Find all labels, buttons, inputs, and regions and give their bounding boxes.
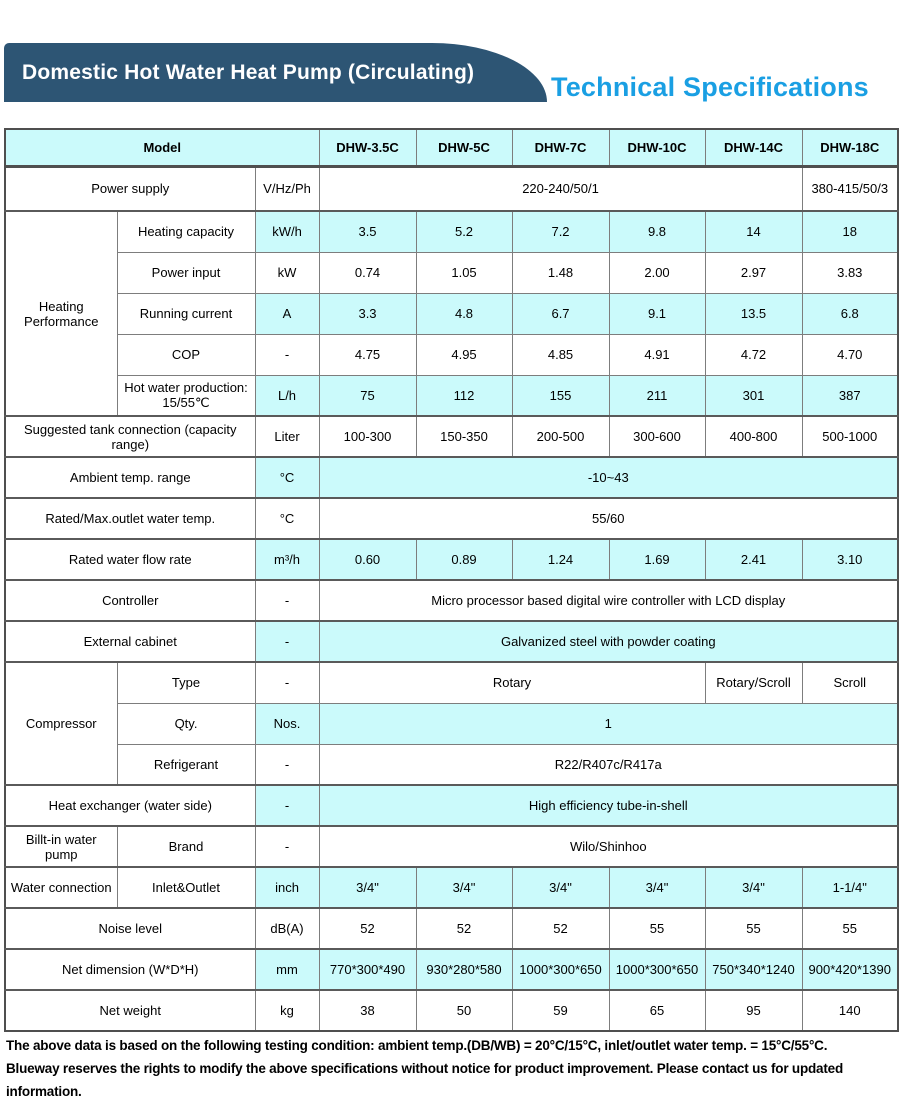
spec-value: 1.69 — [609, 539, 705, 580]
spec-sublabel: Inlet&Outlet — [117, 867, 255, 908]
spec-value: 52 — [319, 908, 416, 949]
spec-value: 1.05 — [416, 252, 512, 293]
spec-value: 4.72 — [705, 334, 802, 375]
spec-value: Wilo/Shinhoo — [319, 826, 898, 867]
spec-label: Controller — [5, 580, 255, 621]
spec-value: 75 — [319, 375, 416, 416]
unit-cell: °C — [255, 457, 319, 498]
spec-value: 3.3 — [319, 293, 416, 334]
spec-value: 2.00 — [609, 252, 705, 293]
row-water-pump — [5, 826, 898, 867]
spec-value: 1000*300*650 — [512, 949, 609, 990]
spec-label: Power supply — [5, 166, 255, 211]
spec-label: Refrigerant — [117, 744, 255, 785]
spec-value: 50 — [416, 990, 512, 1031]
spec-value: 380-415/50/3 — [802, 166, 898, 211]
spec-label: Water connection — [5, 867, 117, 908]
spec-value: 211 — [609, 375, 705, 416]
spec-value: 13.5 — [705, 293, 802, 334]
row-refrigerant — [5, 744, 898, 785]
unit-cell: V/Hz/Ph — [255, 166, 319, 211]
spec-value: 112 — [416, 375, 512, 416]
spec-value: 4.75 — [319, 334, 416, 375]
spec-value: 0.89 — [416, 539, 512, 580]
spec-label: Net dimension (W*D*H) — [5, 949, 255, 990]
spec-value: 55 — [609, 908, 705, 949]
unit-cell: kW/h — [255, 211, 319, 252]
spec-value: 3.5 — [319, 211, 416, 252]
spec-table — [4, 128, 899, 1032]
spec-value: 2.41 — [705, 539, 802, 580]
footer-notes — [6, 1034, 896, 1103]
page-heading: Technical Specifications — [551, 72, 869, 102]
spec-value: 14 — [705, 211, 802, 252]
unit-cell: - — [255, 662, 319, 703]
unit-cell: L/h — [255, 375, 319, 416]
unit-cell: - — [255, 580, 319, 621]
note-line-1: The above data is based on the following testing condition: ambient temp.(DB/WB) = 20°C/15°C, inlet/outlet water temp. = 15°C/55°C. — [6, 1038, 828, 1053]
unit-cell: - — [255, 744, 319, 785]
spec-label: Heating capacity — [117, 211, 255, 252]
spec-value: 3/4" — [609, 867, 705, 908]
row-net-dimension — [5, 949, 898, 990]
spec-label: Type — [117, 662, 255, 703]
spec-value: 220-240/50/1 — [319, 166, 802, 211]
spec-label: Power input — [117, 252, 255, 293]
spec-value: 3/4" — [319, 867, 416, 908]
spec-value: 1000*300*650 — [609, 949, 705, 990]
spec-label: Net weight — [5, 990, 255, 1031]
spec-value: 4.8 — [416, 293, 512, 334]
spec-value: 9.1 — [609, 293, 705, 334]
spec-value: R22/R407c/R417a — [319, 744, 898, 785]
spec-value: 18 — [802, 211, 898, 252]
group-label: Compressor — [5, 662, 117, 785]
spec-value: 4.95 — [416, 334, 512, 375]
row-heating-capacity — [5, 211, 898, 252]
spec-value: 900*420*1390 — [802, 949, 898, 990]
spec-value: 4.70 — [802, 334, 898, 375]
spec-value: 930*280*580 — [416, 949, 512, 990]
unit-cell: °C — [255, 498, 319, 539]
spec-value: 0.74 — [319, 252, 416, 293]
spec-value: Scroll — [802, 662, 898, 703]
model-column-header: DHW-3.5C — [319, 129, 416, 166]
spec-value: 100-300 — [319, 416, 416, 457]
spec-label: Suggested tank connection (capacity range) — [5, 416, 255, 457]
spec-value: 95 — [705, 990, 802, 1031]
row-running-current — [5, 293, 898, 334]
spec-value: Rotary — [319, 662, 705, 703]
spec-value: Galvanized steel with powder coating — [319, 621, 898, 662]
spec-label: Qty. — [117, 703, 255, 744]
spec-value: 500-1000 — [802, 416, 898, 457]
row-outlet-temp — [5, 498, 898, 539]
spec-value: 38 — [319, 990, 416, 1031]
row-power-supply — [5, 166, 898, 211]
spec-value: 140 — [802, 990, 898, 1031]
row-controller — [5, 580, 898, 621]
unit-cell: Liter — [255, 416, 319, 457]
spec-value: 4.91 — [609, 334, 705, 375]
spec-value: Micro processor based digital wire controller with LCD display — [319, 580, 898, 621]
row-ambient-temp — [5, 457, 898, 498]
model-column-header: DHW-18C — [802, 129, 898, 166]
spec-value: High efficiency tube-in-shell — [319, 785, 898, 826]
spec-value: 200-500 — [512, 416, 609, 457]
spec-value: 300-600 — [609, 416, 705, 457]
spec-value: 3/4" — [416, 867, 512, 908]
spec-value: 52 — [512, 908, 609, 949]
unit-cell: A — [255, 293, 319, 334]
title-banner — [4, 43, 547, 102]
model-column-header: DHW-5C — [416, 129, 512, 166]
spec-value: 1.48 — [512, 252, 609, 293]
spec-label: Rated/Max.outlet water temp. — [5, 498, 255, 539]
row-power-input — [5, 252, 898, 293]
spec-value: 6.7 — [512, 293, 609, 334]
unit-cell: - — [255, 826, 319, 867]
unit-cell: - — [255, 785, 319, 826]
row-external-cabinet — [5, 621, 898, 662]
spec-value: 301 — [705, 375, 802, 416]
unit-cell: - — [255, 621, 319, 662]
spec-sublabel: Brand — [117, 826, 255, 867]
spec-value: 0.60 — [319, 539, 416, 580]
spec-value: Rotary/Scroll — [705, 662, 802, 703]
row-compressor-type — [5, 662, 898, 703]
spec-value: 2.97 — [705, 252, 802, 293]
model-column-header: DHW-7C — [512, 129, 609, 166]
spec-value: 770*300*490 — [319, 949, 416, 990]
spec-label: Ambient temp. range — [5, 457, 255, 498]
spec-value: 3.83 — [802, 252, 898, 293]
spec-value: 55 — [802, 908, 898, 949]
row-hot-water-production — [5, 375, 898, 416]
unit-cell: Nos. — [255, 703, 319, 744]
spec-value: -10~43 — [319, 457, 898, 498]
spec-value: 1-1/4" — [802, 867, 898, 908]
spec-label: COP — [117, 334, 255, 375]
row-water-connection — [5, 867, 898, 908]
spec-value: 55/60 — [319, 498, 898, 539]
spec-label: Noise level — [5, 908, 255, 949]
spec-value: 65 — [609, 990, 705, 1031]
row-heat-exchanger — [5, 785, 898, 826]
spec-value: 1.24 — [512, 539, 609, 580]
unit-cell: mm — [255, 949, 319, 990]
row-tank-connection — [5, 416, 898, 457]
spec-value: 3/4" — [512, 867, 609, 908]
spec-value: 55 — [705, 908, 802, 949]
spec-value: 9.8 — [609, 211, 705, 252]
row-cop — [5, 334, 898, 375]
unit-cell: dB(A) — [255, 908, 319, 949]
spec-value: 5.2 — [416, 211, 512, 252]
spec-value: 155 — [512, 375, 609, 416]
spec-label: Heat exchanger (water side) — [5, 785, 255, 826]
row-net-weight — [5, 990, 898, 1031]
unit-cell: m³/h — [255, 539, 319, 580]
group-label: Heating Performance — [5, 211, 117, 416]
row-compressor-qty — [5, 703, 898, 744]
note-line-2: Blueway reserves the rights to modify the above specifications without notice for product improvement. Please contact us for updated information. — [6, 1061, 844, 1099]
unit-cell: - — [255, 334, 319, 375]
spec-value: 59 — [512, 990, 609, 1031]
banner-title: Domestic Hot Water Heat Pump (Circulating) — [22, 60, 475, 84]
spec-value: 3/4" — [705, 867, 802, 908]
spec-label: External cabinet — [5, 621, 255, 662]
row-flow-rate — [5, 539, 898, 580]
spec-value: 4.85 — [512, 334, 609, 375]
spec-value: 400-800 — [705, 416, 802, 457]
unit-cell: kg — [255, 990, 319, 1031]
spec-value: 7.2 — [512, 211, 609, 252]
spec-value: 750*340*1240 — [705, 949, 802, 990]
spec-value: 387 — [802, 375, 898, 416]
spec-value: 6.8 — [802, 293, 898, 334]
spec-value: 3.10 — [802, 539, 898, 580]
model-column-header: DHW-10C — [609, 129, 705, 166]
spec-value: 1 — [319, 703, 898, 744]
unit-cell: inch — [255, 867, 319, 908]
spec-label: Running current — [117, 293, 255, 334]
spec-label: Billt-in water pump — [5, 826, 117, 867]
spec-label: Hot water production: 15/55℃ — [117, 375, 255, 416]
row-header — [5, 129, 898, 166]
spec-value: 150-350 — [416, 416, 512, 457]
model-header-cell: Model — [5, 129, 319, 166]
model-column-header: DHW-14C — [705, 129, 802, 166]
spec-value: 52 — [416, 908, 512, 949]
unit-cell: kW — [255, 252, 319, 293]
row-noise-level — [5, 908, 898, 949]
spec-label: Rated water flow rate — [5, 539, 255, 580]
